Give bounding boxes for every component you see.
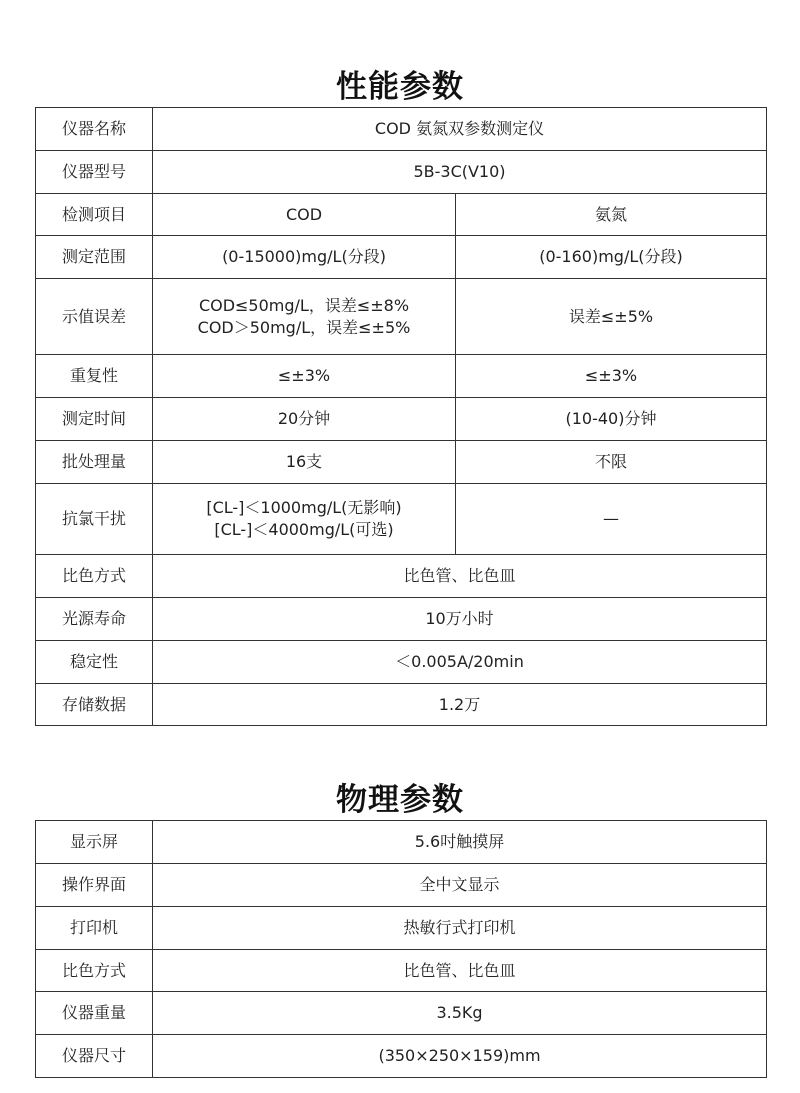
performance-table bbox=[35, 107, 767, 726]
cod-range-value: (0-15000)mg/L(分段) bbox=[153, 236, 456, 279]
nh3-repeat-value: ≤±3% bbox=[456, 355, 767, 398]
row-label: 测定范围 bbox=[36, 236, 153, 279]
nh3-batch-value: 不限 bbox=[456, 441, 767, 484]
cod-header: COD bbox=[153, 194, 456, 236]
table-row bbox=[36, 236, 767, 279]
nh3-time-value: (10-40)分钟 bbox=[456, 398, 767, 441]
table-row bbox=[36, 950, 767, 992]
row-label: 操作界面 bbox=[36, 864, 153, 907]
table-row bbox=[36, 555, 767, 598]
table-row bbox=[36, 598, 767, 641]
size-value: (350×250×159)mm bbox=[153, 1035, 767, 1078]
table-row bbox=[36, 821, 767, 864]
row-label: 显示屏 bbox=[36, 821, 153, 864]
display-value: 5.6吋触摸屏 bbox=[153, 821, 767, 864]
row-label: 打印机 bbox=[36, 907, 153, 950]
cod-batch-value: 16支 bbox=[153, 441, 456, 484]
row-label: 仪器名称 bbox=[36, 108, 153, 151]
row-label: 仪器型号 bbox=[36, 151, 153, 194]
table-row bbox=[36, 1035, 767, 1078]
nh3-header: 氨氮 bbox=[456, 194, 767, 236]
nh3-chlorine-value: — bbox=[456, 484, 767, 555]
physical-title: 物理参数 bbox=[336, 781, 464, 818]
nh3-error-value: 误差≤±5% bbox=[456, 279, 767, 355]
row-label: 比色方式 bbox=[36, 555, 153, 598]
cod-error-value bbox=[153, 279, 456, 355]
physical-table bbox=[35, 820, 767, 1078]
cod-time-value: 20分钟 bbox=[153, 398, 456, 441]
row-label: 测定时间 bbox=[36, 398, 153, 441]
cod-repeat-value: ≤±3% bbox=[153, 355, 456, 398]
row-label: 比色方式 bbox=[36, 950, 153, 992]
table-row bbox=[36, 907, 767, 950]
table-row bbox=[36, 108, 767, 151]
color-mode-value: 比色管、比色皿 bbox=[153, 555, 767, 598]
cod-error-line-1: COD≤50mg/L，误差≤±8% bbox=[198, 295, 410, 315]
model-value: 5B-3C(V10) bbox=[153, 151, 767, 194]
row-label: 示值误差 bbox=[36, 279, 153, 355]
row-label: 抗氯干扰 bbox=[36, 484, 153, 555]
nh3-range-value: (0-160)mg/L(分段) bbox=[456, 236, 767, 279]
table-row bbox=[36, 441, 767, 484]
cod-chlorine-line-2: [CL-]＜4000mg/L(可选) bbox=[214, 520, 394, 539]
performance-title: 性能参数 bbox=[336, 68, 464, 105]
table-row bbox=[36, 194, 767, 236]
row-label: 仪器重量 bbox=[36, 992, 153, 1035]
instrument-name-value: COD 氨氮双参数测定仪 bbox=[153, 108, 767, 151]
color-mode-value: 比色管、比色皿 bbox=[153, 950, 767, 992]
cod-chlorine-line-1: [CL-]＜1000mg/L(无影响) bbox=[206, 498, 402, 517]
table-row bbox=[36, 484, 767, 555]
row-label: 稳定性 bbox=[36, 641, 153, 684]
cod-error-line-2: COD＞50mg/L，误差≤±5% bbox=[197, 317, 411, 337]
storage-value: 1.2万 bbox=[153, 684, 767, 726]
table-row bbox=[36, 279, 767, 355]
table-row bbox=[36, 355, 767, 398]
row-label: 仪器尺寸 bbox=[36, 1035, 153, 1078]
interface-value: 全中文显示 bbox=[153, 864, 767, 907]
table-row bbox=[36, 684, 767, 726]
weight-value: 3.5Kg bbox=[153, 992, 767, 1035]
row-label: 光源寿命 bbox=[36, 598, 153, 641]
row-label: 检测项目 bbox=[36, 194, 153, 236]
table-row bbox=[36, 398, 767, 441]
row-label: 存储数据 bbox=[36, 684, 153, 726]
printer-value: 热敏行式打印机 bbox=[153, 907, 767, 950]
row-label: 批处理量 bbox=[36, 441, 153, 484]
table-row bbox=[36, 151, 767, 194]
row-label: 重复性 bbox=[36, 355, 153, 398]
lamp-life-value: 10万小时 bbox=[153, 598, 767, 641]
table-row bbox=[36, 641, 767, 684]
table-row bbox=[36, 992, 767, 1035]
table-row bbox=[36, 864, 767, 907]
stability-value: ＜0.005A/20min bbox=[153, 641, 767, 684]
cod-chlorine-value bbox=[153, 484, 456, 555]
